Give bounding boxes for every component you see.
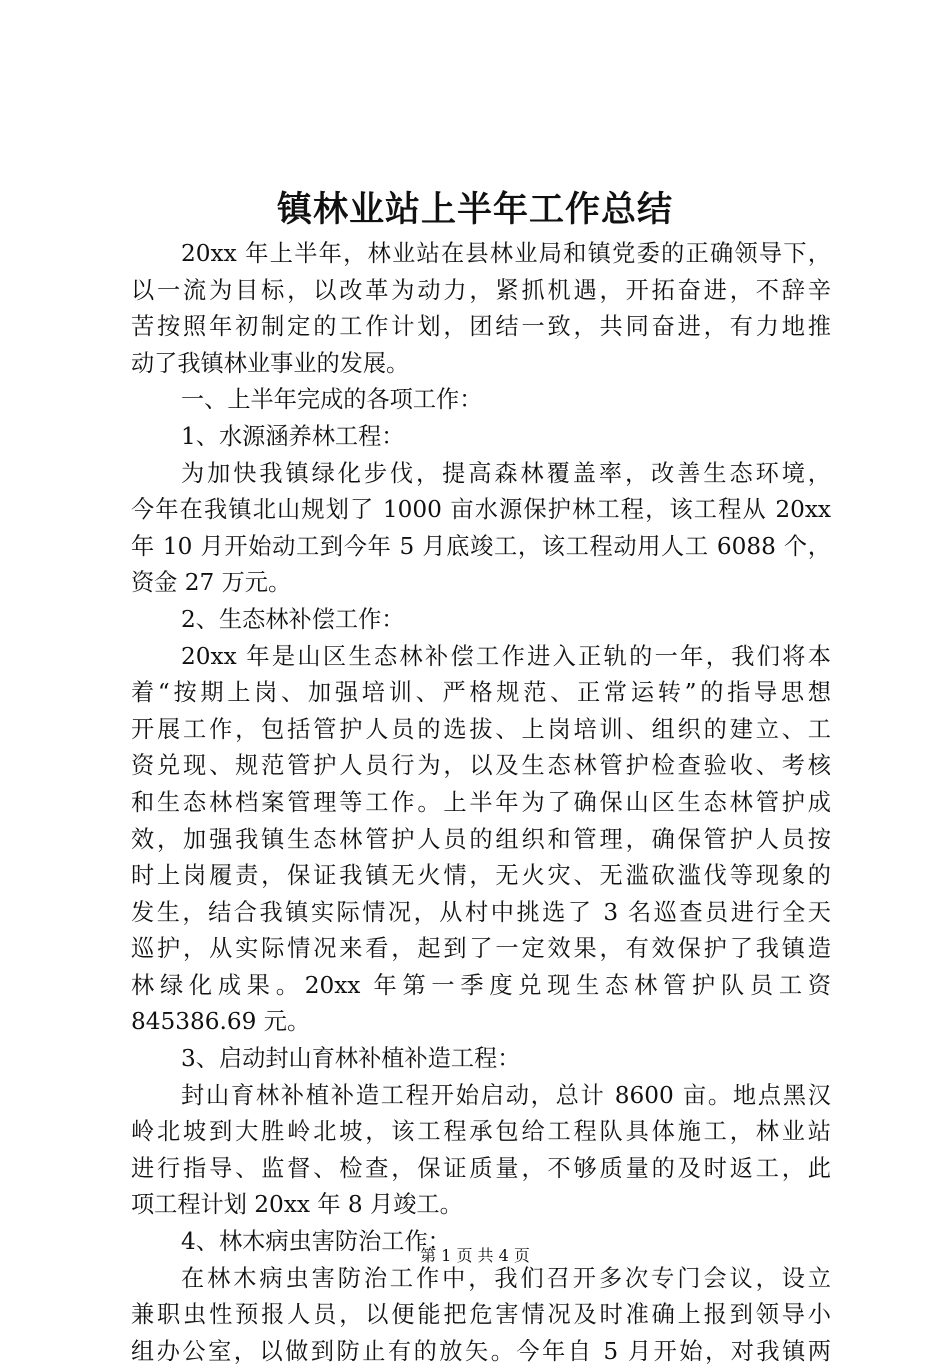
page-footer: 第 1 页 共 4 页 (420, 1246, 530, 1265)
text-line: 以一流为目标，以改革为动力，紧抓机遇，开拓奋进，不辞辛 (131, 276, 831, 304)
text-line: 项工程计划 20xx 年 8 月竣工。 (131, 1191, 463, 1219)
text-line: 时上岗履责，保证我镇无火情，无火灾、无滥砍滥伐等现象的 (131, 862, 831, 890)
text-line: 为加快我镇绿化步伐，提高森林覆盖率，改善生态环境， (181, 459, 831, 487)
text-line: 动了我镇林业事业的发展。 (131, 349, 410, 377)
text-line: 和生态林档案管理等工作。上半年为了确保山区生态林管护成 (131, 788, 831, 816)
text-line: 今年在我镇北山规划了 1000 亩水源保护林工程，该工程从 20xx (131, 496, 831, 524)
text-line: 在林木病虫害防治工作中，我们召开多次专门会议，设立 (181, 1264, 831, 1292)
text-line: 着“按期上岗、加强培训、严格规范、正常运转”的指导思想 (131, 679, 831, 707)
text-line: 一、上半年完成的各项工作： (181, 386, 483, 414)
text-line: 资金 27 万元。 (131, 569, 292, 597)
text-line: 封山育林补植补造工程开始启动，总计 8600 亩。地点黑汉 (181, 1081, 831, 1109)
text-line: 兼职虫性预报人员，以便能把危害情况及时准确上报到领导小 (131, 1301, 831, 1329)
text-line: 巡护，从实际情况来看，起到了一定效果，有效保护了我镇造 (131, 935, 831, 963)
text-line: 1、水源涵养林工程： (181, 422, 405, 450)
text-line: 2、生态林补偿工作： (181, 605, 405, 633)
text-line: 苦按照年初制定的工作计划，团结一致，共同奋进，有力地推 (131, 313, 831, 341)
text-line: 20xx 年上半年，林业站在县林业局和镇党委的正确领导下， (181, 240, 831, 267)
text-line: 效，加强我镇生态林管护人员的组织和管理，确保管护人员按 (131, 825, 831, 853)
text-line: 林绿化成果。20xx 年第一季度兑现生态林管护队员工资 (131, 971, 831, 999)
text-line: 845386.69 元。 (131, 1008, 311, 1036)
text-line: 发生，结合我镇实际情况，从村中挑选了 3 名巡查员进行全天 (131, 898, 831, 926)
text-line: 年 10 月开始动工到今年 5 月底竣工，该工程动用人工 6088 个， (131, 532, 831, 560)
page-title: 镇林业站上半年工作总结 (276, 189, 673, 230)
text-line: 岭北坡到大胜岭北坡，该工程承包给工程队具体施工，林业站 (131, 1118, 831, 1146)
text-line: 4、林木病虫害防治工作： (181, 1228, 451, 1256)
document-body (131, 236, 831, 1370)
text-line: 开展工作，包括管护人员的选拔、上岗培训、组织的建立、工 (131, 715, 831, 743)
text-line: 3、启动封山育林补植补造工程： (181, 1045, 521, 1073)
text-line: 组办公室，以做到防止有的放矢。今年自 5 月开始，对我镇两 (131, 1337, 831, 1365)
text-line: 进行指导、监督、检查，保证质量，不够质量的及时返工，此 (131, 1154, 831, 1182)
text-line: 资兑现、规范管护人员行为，以及生态林管护检查验收、考核 (131, 752, 831, 780)
text-line: 20xx 年是山区生态林补偿工作进入正轨的一年，我们将本 (181, 642, 831, 670)
